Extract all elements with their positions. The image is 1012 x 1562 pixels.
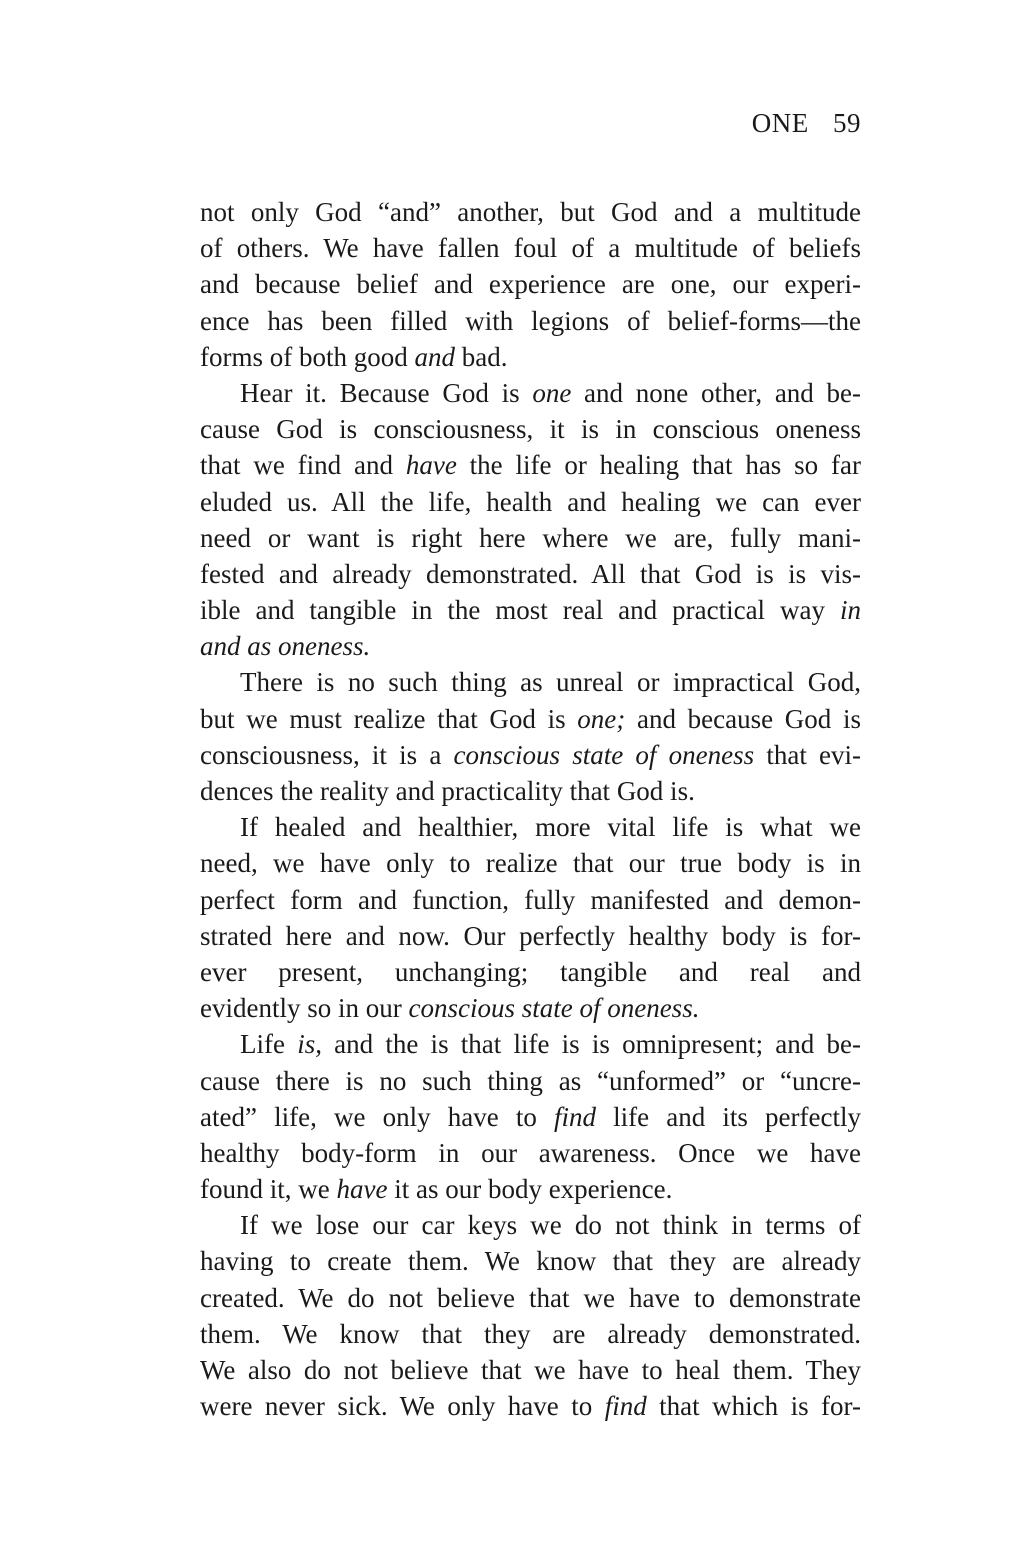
paragraph <box>200 375 861 665</box>
text-run: ated” life, we only have to <box>200 1101 554 1132</box>
text-line <box>200 918 861 954</box>
italic-text: one; <box>577 703 626 734</box>
text-run: need or want is right here where we are, fully mani- <box>200 522 861 553</box>
text-line <box>200 1026 861 1062</box>
text-run: ible and tangible in the most real and practical way <box>200 595 840 626</box>
italic-text: in <box>839 595 861 626</box>
page-number: 59 <box>833 108 861 138</box>
text-line <box>200 845 861 881</box>
text-run: If we lose our car keys we do not think in terms of <box>240 1210 861 1241</box>
text-line <box>200 1243 861 1279</box>
italic-text: and <box>414 341 455 372</box>
text-line <box>200 1352 861 1388</box>
text-line <box>200 1135 861 1171</box>
text-run: and because belief and experience are one, our experi- <box>200 269 861 300</box>
text-run: of others. We have fallen foul of a multitude of beliefs <box>200 233 861 264</box>
text-run: Hear it. Because God is <box>240 377 533 408</box>
text-run: Life <box>240 1029 298 1060</box>
text-line <box>200 1207 861 1243</box>
paragraph <box>200 664 861 809</box>
chapter-title: ONE <box>751 108 809 138</box>
text-run: it as our body experience. <box>387 1174 673 1205</box>
text-line <box>200 230 861 266</box>
paragraph <box>200 1207 861 1424</box>
text-run: and none other, and be- <box>571 377 861 408</box>
text-line <box>200 1171 861 1207</box>
text-run: found it, we <box>200 1174 337 1205</box>
text-run: evidently so in our <box>200 993 409 1024</box>
text-run: the life or healing that has so far <box>456 450 861 481</box>
italic-text: conscious state of oneness <box>453 739 755 770</box>
text-run: If healed and healthier, more vital life is what we <box>240 812 861 843</box>
text-line <box>200 1316 861 1352</box>
italic-text: have <box>405 450 457 481</box>
paragraph <box>200 1026 861 1207</box>
text-run: life and its perfectly <box>596 1101 861 1132</box>
text-line <box>200 411 861 447</box>
text-line <box>200 737 861 773</box>
text-run: having to create them. We know that they are already <box>200 1246 861 1277</box>
italic-text: one <box>532 377 572 408</box>
italic-text: and as oneness. <box>200 631 371 662</box>
text-run: perfect form and function, fully manifested and demon- <box>200 884 861 915</box>
text-line <box>200 375 861 411</box>
text-run: fested and already demonstrated. All that God is is vis- <box>200 558 861 589</box>
text-run: and the is that life is is omnipresent; and be- <box>321 1029 861 1060</box>
text-run: ence has been filled with legions of belief-forms—the <box>200 305 861 336</box>
text-run: were never sick. We only have to <box>200 1391 605 1422</box>
italic-text: conscious state of oneness. <box>408 993 700 1024</box>
italic-text: find <box>604 1391 647 1422</box>
text-line <box>200 447 861 483</box>
text-run: forms of both good <box>200 341 415 372</box>
body-text <box>200 194 861 1424</box>
text-line <box>200 1063 861 1099</box>
text-run: them. We know that they are already demonstrated. <box>200 1318 861 1349</box>
text-run: consciousness, it is a <box>200 739 454 770</box>
text-line <box>200 556 861 592</box>
text-line <box>200 990 861 1026</box>
text-run: eluded us. All the life, health and healing we can ever <box>200 486 861 517</box>
text-line <box>200 303 861 339</box>
text-line <box>200 1099 861 1135</box>
text-line <box>200 520 861 556</box>
text-line <box>200 809 861 845</box>
text-run: bad. <box>454 341 508 372</box>
text-line <box>200 484 861 520</box>
text-run: created. We do not believe that we have to demonstrate <box>200 1282 861 1313</box>
text-line <box>200 701 861 737</box>
paragraph <box>200 194 861 375</box>
text-line <box>200 1388 861 1424</box>
text-line <box>200 592 861 628</box>
text-run: that evi- <box>754 739 861 770</box>
italic-text: find <box>554 1101 597 1132</box>
text-line <box>200 773 861 809</box>
running-head <box>752 105 861 141</box>
text-line <box>200 628 861 664</box>
italic-text: have <box>336 1174 388 1205</box>
text-run: and because God is <box>625 703 861 734</box>
text-line <box>200 882 861 918</box>
text-run: healthy body-form in our awareness. Once we have <box>200 1137 861 1168</box>
text-run: dences the reality and practicality that God is. <box>200 776 695 806</box>
text-run: ever present, unchanging; tangible and real and <box>200 956 861 987</box>
text-line <box>200 954 861 990</box>
text-line <box>200 194 861 230</box>
text-run: that we find and <box>200 450 406 481</box>
text-run: We also do not believe that we have to heal them. They <box>200 1355 861 1385</box>
text-run: There is no such thing as unreal or impractical God, <box>240 667 861 698</box>
text-line <box>200 266 861 302</box>
text-run: not only God “and” another, but God and a multitude <box>200 197 861 227</box>
text-run: cause there is no such thing as “unformed” or “uncre- <box>200 1065 861 1096</box>
text-run: but we must realize that God is <box>200 703 578 734</box>
text-run: need, we have only to realize that our true body is in <box>200 848 861 879</box>
text-run: cause God is consciousness, it is in conscious oneness <box>200 414 861 445</box>
text-line <box>200 664 861 700</box>
text-line <box>200 339 861 375</box>
italic-text: is, <box>297 1029 322 1060</box>
text-run: strated here and now. Our perfectly healthy body is for- <box>200 920 861 951</box>
paragraph <box>200 809 861 1026</box>
text-run: that which is for- <box>646 1391 861 1422</box>
text-line <box>200 1280 861 1316</box>
